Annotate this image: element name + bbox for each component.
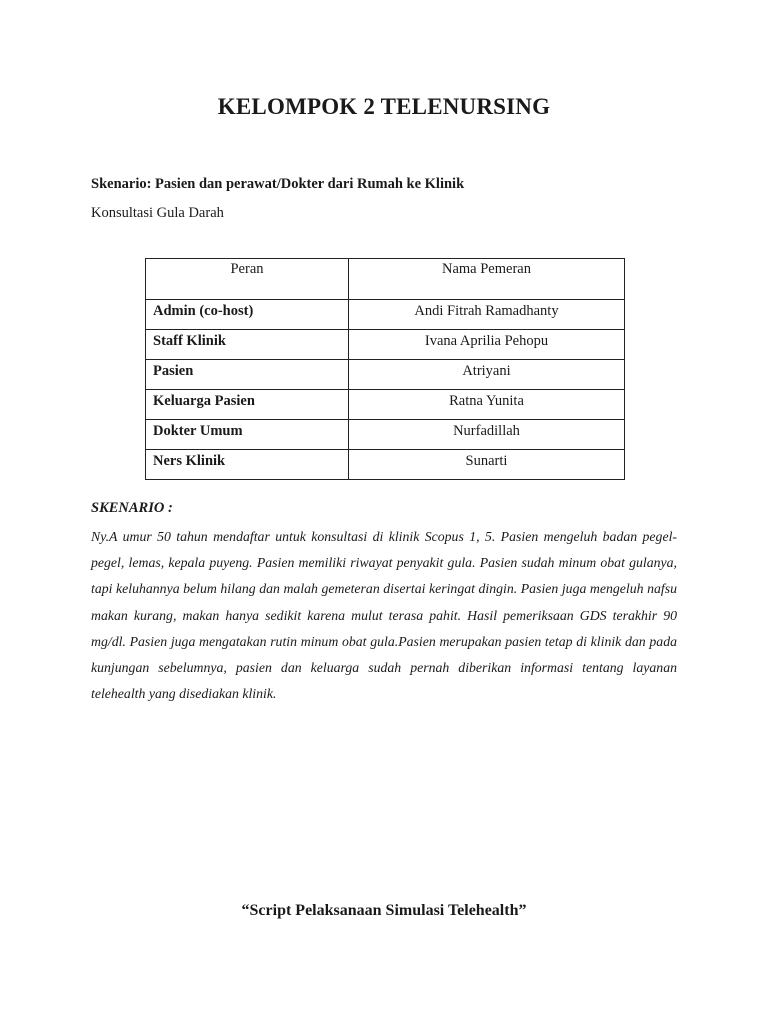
- name-cell: Ivana Aprilia Pehopu: [349, 330, 625, 360]
- table-row: [146, 360, 625, 390]
- table-header-row: [146, 259, 625, 300]
- consultation-subtitle: Konsultasi Gula Darah: [91, 205, 224, 221]
- role-cell: Staff Klinik: [146, 330, 349, 360]
- header-name: Nama Pemeran: [349, 259, 625, 300]
- role-cell: Admin (co-host): [146, 300, 349, 330]
- table-row: [146, 420, 625, 450]
- scenario-line: Skenario: Pasien dan perawat/Dokter dari Rumah ke Klinik: [91, 176, 465, 192]
- table-row: [146, 390, 625, 420]
- skenario-heading: SKENARIO :: [91, 500, 173, 516]
- cast-table: [145, 258, 625, 480]
- name-cell: Nurfadillah: [349, 420, 625, 450]
- name-cell: Ratna Yunita: [349, 390, 625, 420]
- header-role: Peran: [146, 259, 349, 300]
- role-cell: Keluarga Pasien: [146, 390, 349, 420]
- role-cell: Dokter Umum: [146, 420, 349, 450]
- name-cell: Atriyani: [349, 360, 625, 390]
- table-row: [146, 450, 625, 480]
- table-row: [146, 330, 625, 360]
- table-row: [146, 300, 625, 330]
- skenario-paragraph: Ny.A umur 50 tahun mendaftar untuk konsultasi di klinik Scopus 1, 5. Pasien mengeluh badan pegel-pegel, lemas, kepala puyeng. Pasien memiliki riwayat penyakit gula. Pasien sudah minum obat gulanya, tapi keluhannya belum hilang dan malah gemeteran disertai keringat dingin. Pasien juga mengeluh nafsu makan kurang, makan hanya sedikit karena mulut terasa pahit. Hasil pemeriksaan GDS terakhir 90 mg/dl. Pasien juga mengatakan rutin minum obat gula.Pasien merupakan pasien tetap di klinik dan pada kunjungan sebelumnya, pasien dan keluarga sudah pernah diberikan informasi tentang layanan telehealth yang disediakan klinik.: [91, 529, 677, 702]
- script-title: “Script Pelaksanaan Simulasi Telehealth”: [241, 902, 527, 919]
- document-title: KELOMPOK 2 TELENURSING: [217, 94, 551, 119]
- role-cell: Ners Klinik: [146, 450, 349, 480]
- name-cell: Andi Fitrah Ramadhanty: [349, 300, 625, 330]
- role-cell: Pasien: [146, 360, 349, 390]
- name-cell: Sunarti: [349, 450, 625, 480]
